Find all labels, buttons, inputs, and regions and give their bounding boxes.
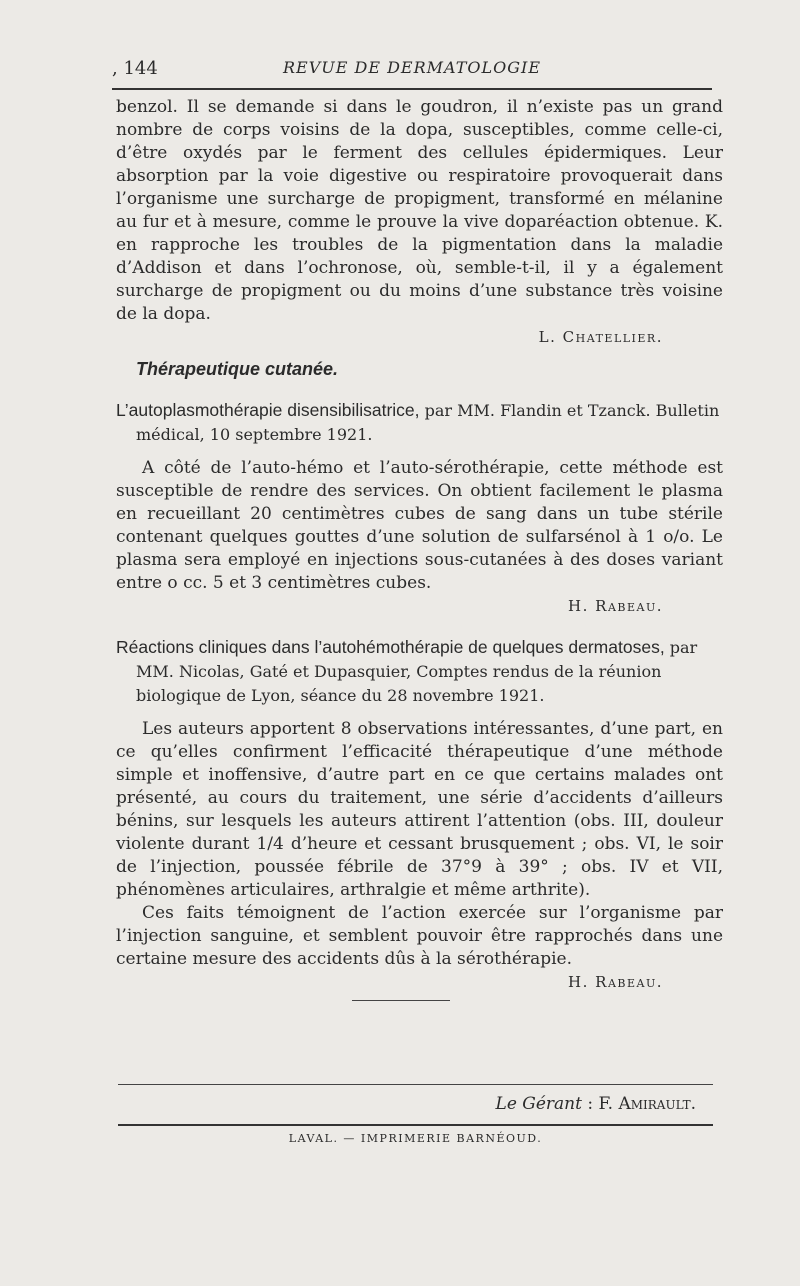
article-journal: Bulletin médical,	[136, 401, 720, 444]
intro-paragraph: benzol. Il se demande si dans le goudron, il n’existe pas un grand nombre de corps voisins de la dopa, susceptibles, comme celle-ci, d’être oxydés par le ferment des cellules épidermiques. Leur absorption par la voie digestive ou respiratoire provoquerait dans l’organisme une surcharge de propigment, transformé en mélanine au fur et à mesure, comme le prouve la vive doparéaction obtenue. K. en rapproche les troubles de la pigmentation dans la maladie d’Addison et dans l’ochronose, où, semble-t-il, il y a également surcharge de propigment ou du moins d’une substance très voisine de la dopa.	[116, 97, 723, 324]
signature-name: Chatellier.	[562, 328, 663, 346]
end-rule	[352, 1000, 450, 1001]
article-reactions-cliniques	[116, 636, 723, 994]
article-body: A côté de l’auto-hémo et l’auto-sérothérapie, cette méthode est susceptible de rendre des services. On obtient facilement le plasma en recueillant 20 centimètres cubes de sang dans un tube stérile contenant quelques gouttes d’une solution de sulfarsénol à 1 o/o. Le plasma sera employé en injections sous-cutanées à des doses variant entre o cc. 5 et 3 centimètres cubes.	[116, 458, 723, 593]
page-body	[116, 96, 723, 994]
gerant-line	[118, 1094, 696, 1114]
article-par: par MM.	[136, 638, 698, 681]
signature-name: Rabeau.	[595, 973, 663, 991]
page-number: , 144	[112, 58, 158, 79]
article-autoplasmotherapie	[116, 399, 723, 618]
article-date: séance du 28 novembre 1921.	[295, 686, 545, 705]
article-authors: Flandin et Tzanck.	[500, 401, 651, 420]
signature-name: Rabeau.	[595, 597, 663, 615]
article-heading	[116, 399, 723, 447]
gerant-separator: : F.	[581, 1094, 619, 1114]
signature-initial: H.	[568, 597, 589, 615]
article-heading	[116, 636, 723, 708]
gerant-name: Amirault.	[618, 1094, 696, 1114]
signature-initial: L.	[538, 328, 557, 346]
article-par: par MM.	[419, 401, 501, 420]
intro-signature	[116, 326, 723, 349]
article-date: 10 septembre 1921.	[204, 425, 373, 444]
header-rule	[112, 88, 712, 90]
gerant-label: Le Gérant	[495, 1094, 582, 1114]
article-signature	[116, 595, 723, 618]
article-title: Réactions cliniques dans l’autohémothérapie de quelques dermatoses,	[116, 637, 665, 657]
article-signature	[116, 971, 723, 994]
printer-imprint: LAVAL. — IMPRIMERIE BARNÉOUD.	[288, 1132, 543, 1145]
article-title: L’autoplasmothérapie disensibilisatrice,	[116, 400, 420, 420]
article-journal: Comptes rendus de la réunion biologique de Lyon,	[136, 662, 662, 705]
article-body-paragraph-1: Les auteurs apportent 8 observations intéressantes, d’une part, en ce qu’elles confirment l’efficacité thérapeutique d’une méthode simple et inoffensive, d’autre part en ce que certains malades ont présenté, au cours du traitement, une série d’accidents d’ailleurs bénins, sur lesquels les auteurs attirent l’attention (obs. III, douleur violente durant 1/4 d’heure et cessant brusquement ; obs. VI, le soir de l’injection, poussée fébrile de 37°9 à 39° ; obs. IV et VII, phénomènes articulaires, arthralgie et même arthrite).	[116, 719, 723, 900]
article-body-paragraph-2: Ces faits témoignent de l’action exercée sur l’organisme par l’injection sanguine, et semblent pouvoir être rapprochés dans une certaine mesure des accidents dûs à la sérothérapie.	[116, 903, 723, 969]
footer-rule-bottom	[118, 1124, 713, 1126]
article-authors: Nicolas, Gaté et Dupasquier,	[178, 662, 412, 681]
running-header	[112, 58, 712, 84]
journal-title: REVUE DE DERMATOLOGIE	[282, 58, 542, 77]
footer-rule-top	[118, 1084, 713, 1085]
signature-initial: H.	[568, 973, 589, 991]
section-title: Thérapeutique cutanée.	[136, 359, 339, 379]
